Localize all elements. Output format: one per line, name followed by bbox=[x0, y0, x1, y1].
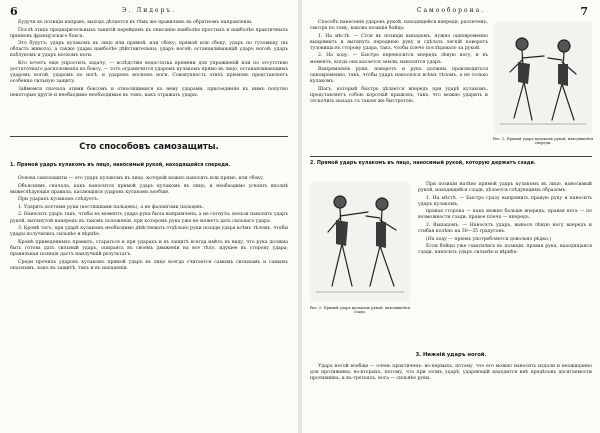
paragraph: Будучи въ позиціи направо, выходъ дѣлается въ тѣмъ же правиламъ въ обратномъ направленіи. bbox=[18, 20, 253, 25]
subsection-title: 3. Нижній ударъ ногой. bbox=[415, 352, 487, 358]
running-title: Э. Лидеръ. bbox=[121, 7, 177, 14]
figure-1 bbox=[494, 22, 592, 134]
paragraph: Шагъ, который быстро дѣлается впередъ при ударѣ кулакомъ, представляетъ собою короткій прыжокъ, такъ, что можно ударить и отскочить назадъ съ такою же быстротою. bbox=[310, 86, 488, 105]
top-text bbox=[310, 20, 488, 107]
subsection-title: 1. Прямой ударъ кулакомъ въ лицо, наносимый рукой, находящейся спереди. bbox=[10, 163, 231, 168]
paragraph: Кромѣ приведенныхъ правилъ, стараться и при ударахъ и въ защитѣ всегда имѣть въ виду, что рука должна быть готова дать сильный ударъ, опираясь въ своемъ движеніи на все тѣло, идущее въ сторону удара; правильная позиція дастъ наилучшій результатъ. bbox=[10, 239, 288, 258]
middle-text bbox=[418, 182, 592, 258]
paragraph: (На ходу — пріемъ употребляется довольно рѣдко.) bbox=[426, 236, 552, 242]
paragraph: При позиціи налѣво прямой ударъ кулакомъ въ лицо, наносимый рукой, находящейся сзади, дѣлается слѣдующимъ образомъ: bbox=[418, 182, 592, 194]
figure-2 bbox=[310, 182, 410, 302]
body-text bbox=[10, 176, 288, 273]
boxers-illustration-2 bbox=[310, 182, 410, 302]
page-number: 7 bbox=[580, 5, 588, 18]
paragraph: Объяснимъ сначала, какъ наносится прямой ударъ кулакомъ въ лицо, и необходимо усвоить вполнѣ нижеслѣдующія правила, касающіяся ударовъ кулакомъ вообще. bbox=[10, 183, 288, 195]
section-title: Сто способовъ самозащиты. bbox=[79, 142, 219, 152]
paragraph: 2. Наносить ударъ такъ, чтобы въ моментъ удара рука была выпрямлена, а не согнута; нельзя наносить ударъ рукой, вытянутой напередъ въ такомъ положеніи, при которомъ рука уже не можетъ дать сильнаго удара. bbox=[10, 212, 288, 224]
paragraph: Послѣ этихъ предварительныхъ занятій перейдемъ къ описанію наиболѣе простыхъ и наиболѣе практичныхъ пріемовъ французскаго бокса. bbox=[10, 27, 288, 39]
paragraph: Займемся сначала этими боксомъ и относящимися къ нему ударами, присоединяя къ нимъ попутно некоторые другіе и необходимо необходимые въ томъ, какъ отражать удары. bbox=[10, 86, 288, 99]
paragraph: Ударъ ногой вообще — очень практиченъ: во-первыхъ, потому, что его можно наносить издали и неожиданно для противника; во-вторыхъ, потому, что при этомъ ударѣ, ударяющій находится внѣ предѣловъ досягаемости противника, и въ-третьихъ, нога — сильнѣе руки. bbox=[310, 364, 592, 382]
divider bbox=[310, 156, 592, 157]
paragraph: Основа самозащиты — это ударъ кулакомъ въ лицо, который можно наносить или прямо, или сбоку. bbox=[18, 176, 265, 181]
figure-2-caption: Рис. 2. Прямой ударъ кулакомъ рукой, находящейся сзади. bbox=[309, 306, 411, 315]
paragraph: 1. Ударять костями руки (костяшками пальцевъ), а не фалангами пальцевъ. bbox=[18, 204, 204, 210]
page-number: 6 bbox=[10, 5, 18, 18]
paragraph: Кто хочетъ еще упростить задачу, — вслѣдствіе недостатка времени для упражненій или по отсутствію достаточнаго расположенія къ боксу, — тотъ ограничится ударомъ кулакомъ прямо въ лицо, останавливающимъ ударомъ ногой, ударомъ по ногѣ, и ударомъ носкомъ ноги. Совокупность этихъ пріемовъ представляетъ особенно сильную защиту. bbox=[10, 61, 288, 85]
running-title: Самооборона. bbox=[416, 7, 486, 14]
paragraph: Если бойцы уже схватились въ позиціи, правая рука, находящаяся сзади, наносить ударъ сильнѣе и вѣрнѣе. bbox=[418, 244, 592, 256]
paragraph: 1. На мѣстѣ. — Быстро сразу выпрямить правую руку и наносить ударъ кулакомъ; bbox=[418, 195, 592, 207]
paragraph: Это будутъ: ударъ кулакомъ въ лицо или прямой, или сбоку; прямой или сбоку; ударъ по туловищу (въ область живота), а также удары наиболѣе дѣйствительны; ударъ ногой; останавливающій ударъ ногой; ударъ каблукомъ и ударъ носкомъ ноги. bbox=[10, 41, 288, 59]
right-page bbox=[302, 0, 600, 433]
paragraph: 3. Кромѣ того, при ударѣ кулакомъ необходимо дѣйствовать отдѣльно руки позади удара всѣмъ тѣломъ, чтобы удары получились сильнѣе и вѣрнѣе. bbox=[10, 226, 288, 238]
paragraph: Способъ нанесенія ударовъ рукой, находящейся впереди, различенъ, смотря по тому, какова позиція бойца: bbox=[310, 20, 488, 32]
intro-text bbox=[10, 20, 288, 101]
right-page-header bbox=[302, 5, 600, 17]
paragraph: Выпрямленіе руки, поворотъ и рука должны производиться одновременно, такъ, чтобы ударъ наносился всѣмъ тѣломъ, а не только кулакомъ. bbox=[310, 67, 488, 85]
left-page bbox=[0, 0, 298, 433]
paragraph: Среди прочихъ ударовъ кулакомъ прямой ударъ въ лицо всегда считается самымъ сильнымъ и самымъ опаснымъ, какъ въ защитѣ, такъ и въ нападеніи. bbox=[10, 259, 288, 271]
paragraph: 2. На ходу. — Быстро переносится впередъ лѣвую ногу, и въ моментъ, когда она касается земли, наносится ударъ. bbox=[310, 53, 488, 65]
divider bbox=[10, 136, 288, 137]
paragraph: 1. На мѣстѣ. — Стоя въ позиціи выпадомъ, нужно одновременно выпрямить и вытянуть переднюю руку и сдѣлать легкій поворотъ туловища въ сторону удара, такъ, чтобы плечо послѣдовало за рукой. bbox=[310, 33, 488, 51]
paragraph: правая сторона — какъ можно больше впередъ; правая нога — по возможности сзади; правое плечо — впередъ. bbox=[418, 209, 592, 221]
subsection-title: 2. Прямой ударъ кулакомъ въ лицо, наносимый рукой, которую держатъ сзади. bbox=[310, 161, 536, 166]
boxers-illustration-1 bbox=[494, 22, 592, 134]
left-page-header bbox=[0, 5, 298, 17]
paragraph: 2. Выпадомъ. — Наносятъ ударъ, вынося лѣвую ногу впередъ и сгибая колѣно на 30—35 градусовъ. bbox=[418, 223, 592, 235]
figure-1-caption: Рис. 1. Прямой ударъ кулакомъ рукой, находящейся спереди. bbox=[492, 137, 594, 146]
paragraph: При ударахъ кулакомъ слѣдуетъ: bbox=[18, 197, 99, 203]
bottom-text bbox=[310, 364, 592, 384]
